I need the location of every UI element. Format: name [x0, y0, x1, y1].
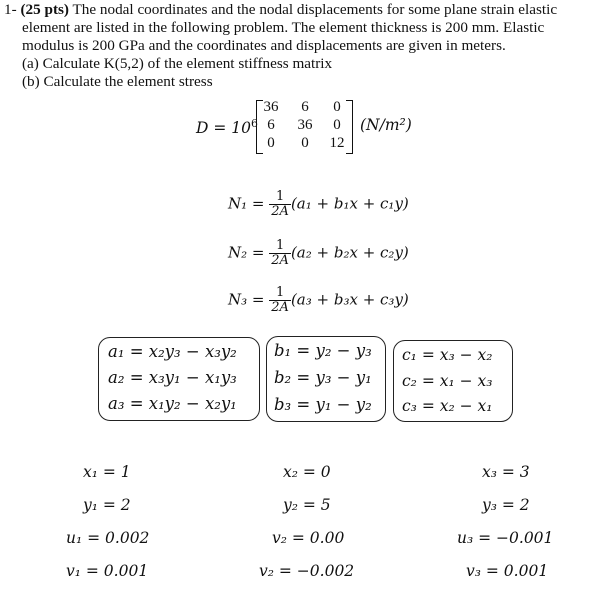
node1-x: x₁ = 1 — [83, 463, 131, 481]
matrix-cell: 0 — [333, 99, 341, 115]
problem-text-1: The nodal coordinates and the nodal displacements for some plane strain elastic — [68, 1, 558, 18]
matrix-cell: 36 — [297, 117, 313, 133]
node3-u: u₃ = −0.001 — [457, 529, 554, 547]
matrix-cell: 12 — [329, 135, 345, 151]
matrix-cell: 0 — [267, 135, 275, 151]
problem-line-1 — [4, 1, 557, 19]
matrix-cell: 6 — [301, 99, 309, 115]
matrix-cell: 0 — [333, 117, 341, 133]
node3-x: x₃ = 3 — [482, 463, 530, 481]
b3-equation: b₃ = y₁ − y₂ — [274, 395, 372, 414]
b2-equation: b₂ = y₃ − y₁ — [274, 368, 372, 387]
a-coefficients-box — [98, 337, 260, 421]
a2-equation: a₂ = x₃y₁ − x₁y₃ — [108, 368, 237, 387]
d-matrix-lhs: $D = 10^6$ — [196, 117, 258, 138]
node3-y: y₃ = 2 — [482, 496, 530, 514]
d-matrix — [196, 98, 426, 156]
c1-equation: c₁ = x₃ − x₂ — [402, 346, 493, 364]
matrix-cell: 36 — [263, 99, 279, 115]
problem-line-2: element are listed in the following problem. The element thickness is 200 mm. Elastic — [22, 19, 545, 36]
problem-line-3: modulus is 200 GPa and the coordinates and displacements are given in meters. — [22, 37, 506, 54]
fraction: $\frac{1}{2A}$ — [271, 189, 289, 219]
node2-u: v₂ = 0.00 — [272, 529, 345, 547]
fraction: $\frac{1}{2A}$ — [271, 238, 289, 268]
node1-v: v₁ = 0.001 — [66, 562, 149, 580]
node2-y: y₂ = 5 — [283, 496, 331, 514]
node1-u: u₁ = 0.002 — [66, 529, 150, 547]
shape-function-n2: N₂ = $\frac{1}{2A}$ (a₂ + b₂x + c₂y) — [228, 238, 409, 268]
c3-equation: c₃ = x₂ − x₁ — [402, 397, 493, 415]
shape-function-n3: N₃ = $\frac{1}{2A}$ (a₃ + b₃x + c₃y) — [228, 285, 409, 315]
problem-number: 1- — [4, 1, 17, 18]
node2-x: x₂ = 0 — [283, 463, 331, 481]
d-matrix-units: (N/m²) — [360, 116, 412, 134]
c-coefficients-box — [393, 340, 513, 422]
shape-function-n1: N₁ = $\frac{1}{2A}$ (a₁ + b₁x + c₁y) — [228, 189, 409, 219]
fraction: $\frac{1}{2A}$ — [271, 285, 289, 315]
b-coefficients-box — [266, 336, 386, 422]
problem-points: (25 pts) — [20, 1, 69, 18]
node3-v: v₃ = 0.001 — [466, 562, 549, 580]
c2-equation: c₂ = x₁ − x₃ — [402, 372, 493, 390]
b1-equation: b₁ = y₂ − y₃ — [274, 341, 372, 360]
node1-y: y₁ = 2 — [83, 496, 131, 514]
matrix-cell: 0 — [301, 135, 309, 151]
part-b: (b) Calculate the element stress — [22, 73, 213, 90]
a1-equation: a₁ = x₂y₃ − x₃y₂ — [108, 342, 237, 361]
node2-v: v₂ = −0.002 — [259, 562, 355, 580]
matrix-cell: 6 — [267, 117, 275, 133]
a3-equation: a₃ = x₁y₂ − x₂y₁ — [108, 394, 237, 413]
part-a: (a) Calculate K(5,2) of the element stiffness matrix — [22, 55, 333, 72]
